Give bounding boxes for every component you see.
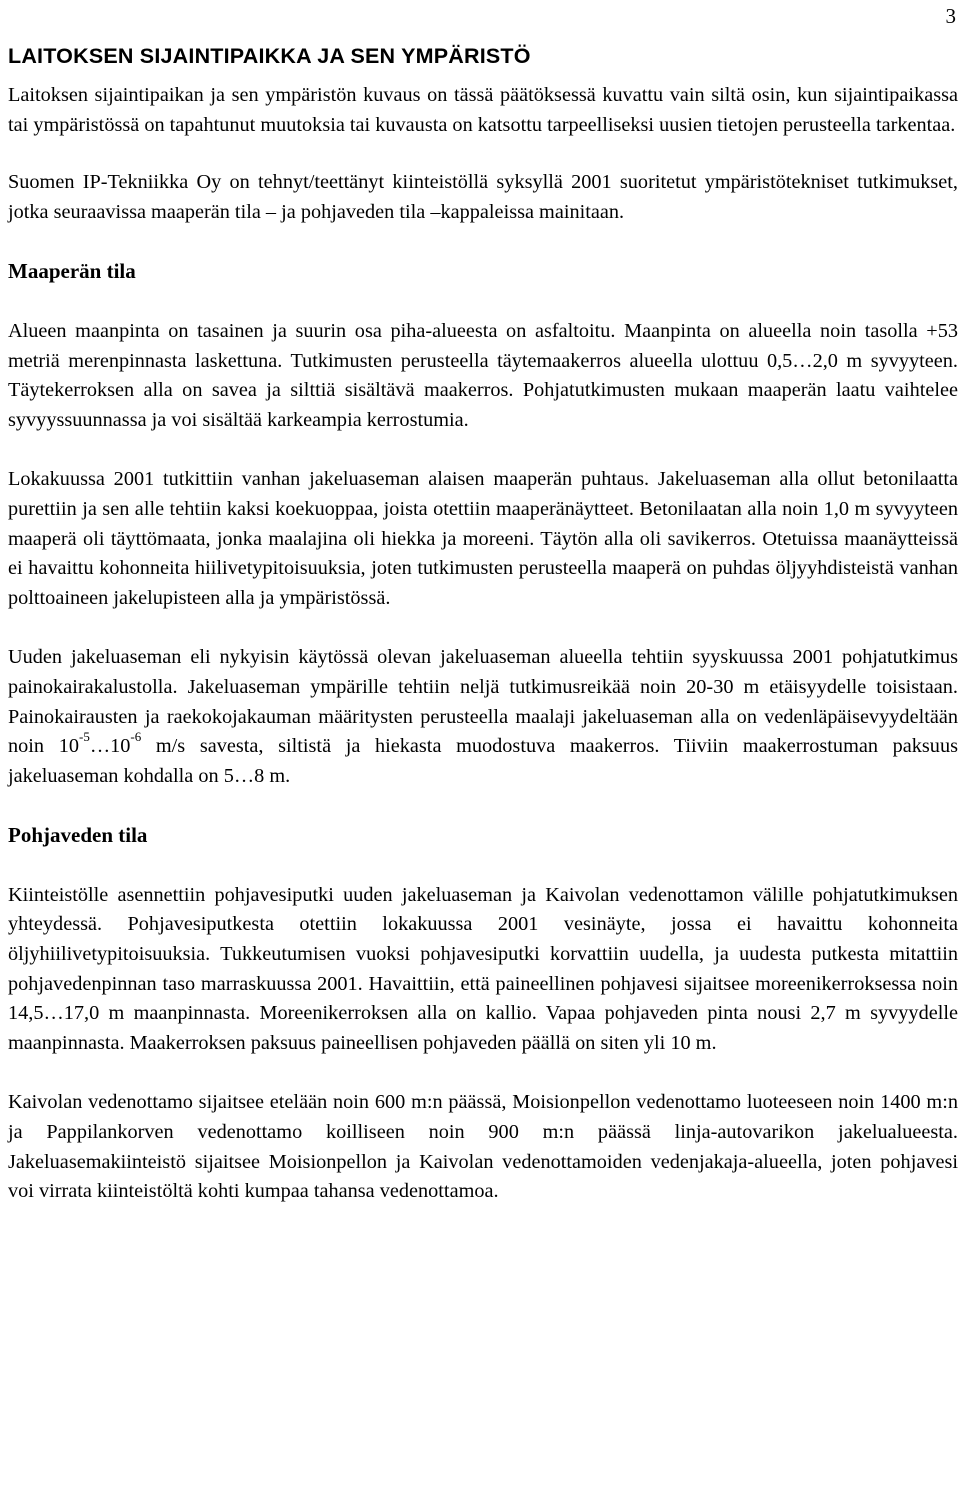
groundwater-paragraph-1: Kiinteistölle asennettiin pohjavesiputki uuden jakeluaseman ja Kaivolan vedenottamon välille pohjatutkimuksen yhteydessä. Pohjavesiputkesta otettiin lokakuussa 2001 vesinäyte, jossa ei havaittu kohonneita öljyhiilivetypitoisuuksia. Tukkeutumisen vuoksi pohjavesiputki korvattiin uudella, ja uudesta putkesta mitattiin pohjavedenpinnan taso marraskuussa 2001. Havaittiin, että paineellinen pohjavesi sijaitsee moreenikerroksessa noin 14,5…17,0 m maanpinnasta. Moreenikerroksen alla on kallio. Vapaa pohjaveden pinta nousi 2,7 m syvyydelle maanpinnasta. Maakerroksen paksuus paineellisen pohjaveden päällä on siten yli 10 m.	[8, 883, 958, 1054]
section-heading: LAITOKSEN SIJAINTIPAIKKA JA SEN YMPÄRISTÖ	[8, 44, 531, 68]
soil-section-title: Maaperän tila	[8, 259, 136, 284]
soil-paragraph-3-text-2: …10	[89, 735, 131, 758]
groundwater-section-title: Pohjaveden tila	[8, 823, 148, 848]
groundwater-paragraph-2: Kaivolan vedenottamo sijaitsee etelään noin 600 m:n päässä, Moisionpellon vedenottamo luoteeseen noin 1400 m:n ja Pappilankorven vedenottamo koilliseen noin 900 m:n päässä linja-autovarikon jakelualueesta. Jakeluasemakiinteistö sijaitsee Moisionpellon ja Kaivolan vedenottamoiden vedenjakaja-alueella, joten pohjavesi voi virrata kiinteistöltä kohti kumpaa tahansa vedenottamoa.	[8, 1091, 958, 1203]
survey-paragraph: Suomen IP-Tekniikka Oy on tehnyt/teettänyt kiinteistöllä syksyllä 2001 suoritetut ympäristötekniset tutkimukset, jotka seuraavissa maaperän tila – ja pohjaveden tila –kappaleissa mainitaan.	[8, 171, 958, 223]
exponent-1: -5	[78, 729, 90, 745]
document-body	[8, 81, 958, 1207]
soil-paragraph-3-text-1: Uuden jakeluaseman eli nykyisin käytössä olevan jakeluaseman alueella tehtiin syyskuussa 2001 pohjatutkimus painokairakalustolla. Jakeluaseman ympärille tehtiin neljä tutkimusreikää noin 20-30 m etäisyydelle toisistaan. Painokairausten ja raekokojakauman määritysten perusteella maalaji jakeluaseman alla on vedenläpäisevyydeltään noin 10	[8, 646, 958, 758]
soil-paragraph-1: Alueen maanpinta on tasainen ja suurin osa piha-alueesta on asfaltoitu. Maanpinta on alueella noin tasolla +53 metriä merenpinnasta laskettuna. Tutkimusten perusteella täytemaakerros alueella ulottuu 0,5…2,0 m syvyyteen. Täytekerroksen alla on savea ja silttiä sisältävä maakerros. Pohjatutkimusten mukaan maaperän laatu vaihtelee syvyyssuunnassa ja voi sisältää karkeampia kerrostumia.	[8, 319, 958, 431]
soil-paragraph-2: Lokakuussa 2001 tutkittiin vanhan jakeluaseman alaisen maaperän puhtaus. Jakeluaseman alla ollut betonilaatta purettiin ja sen alle tehtiin kaksi koekuoppaa, joista otettiin maaperänäytteet. Betonilaatan alla noin 1,0 m syvyyteen maaperä oli täyttömaata, jonka maalajina oli hiekka ja moreeni. Täytön alla oli savikerros. Otetuissa maanäytteissä ei havaittu kohonneita hiilivetypitoisuuksia, joten tutkimusten perusteella maaperä on puhdas öljyyhdisteistä vanhan polttoaineen jakelupisteen alla ja ympäristössä.	[8, 468, 958, 609]
page-number: 3	[945, 4, 956, 28]
soil-paragraph-3	[8, 643, 958, 791]
intro-paragraph: Laitoksen sijaintipaikan ja sen ympäristön kuvaus on tässä päätöksessä kuvattu vain siltä osin, kun sijaintipaikassa tai ympäristössä on tapahtunut muutoksia tai kuvausta on katsottu tarpeelliseksi uusien tietojen perusteella tarkentaa.	[8, 84, 958, 136]
soil-paragraph-3-text-3: m/s savesta, siltistä ja hiekasta muodostuva maakerros. Tiiviin maakerrostuman paksuus jakeluaseman kohdalla on 5…8 m.	[8, 735, 958, 787]
exponent-2: -6	[130, 729, 142, 745]
